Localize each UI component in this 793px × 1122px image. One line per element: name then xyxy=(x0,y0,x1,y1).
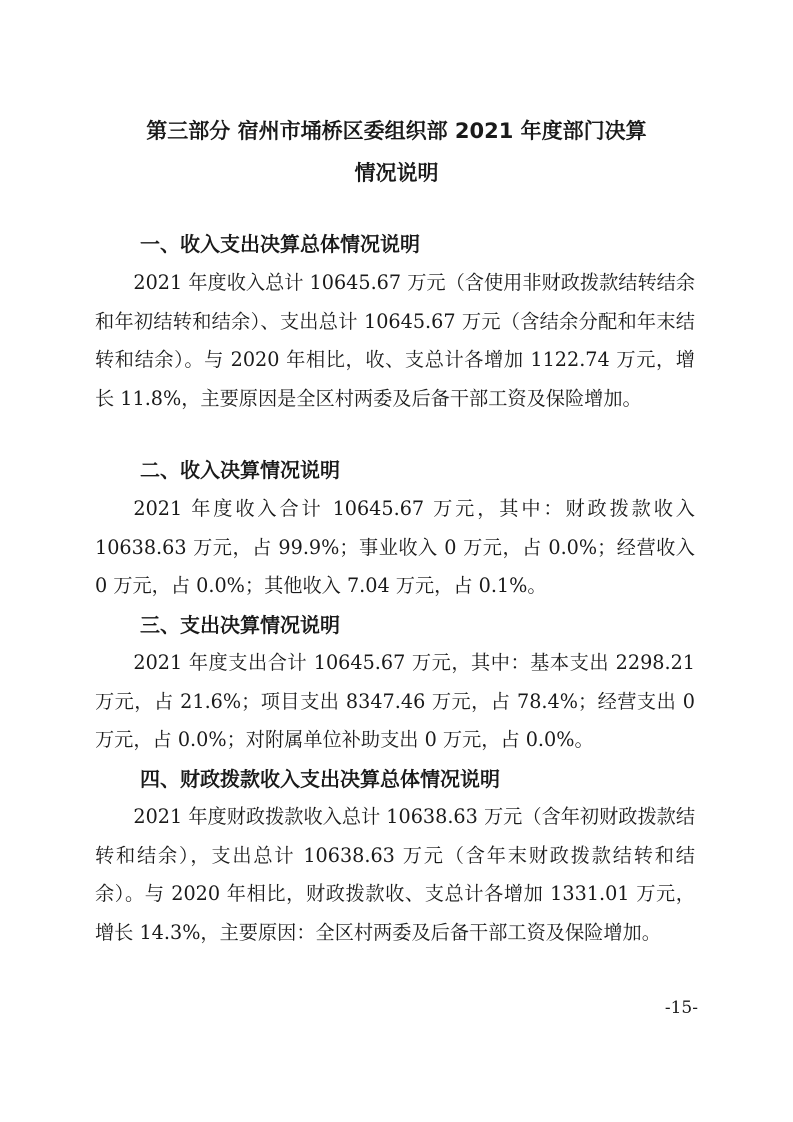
section-heading-income-expenditure-overview: 一、收入支出决算总体情况说明 xyxy=(140,232,420,256)
document-title-line-1: 第三部分 宿州市埇桥区委组织部 2021 年度部门决算 xyxy=(146,119,647,143)
section-body-income-expenditure-overview: 2021 年度收入总计 10645.67 万元（含使用非财政拨款结转结余和年初结转和结余）、支出总计 10645.67 万元（含结余分配和年末结转和结余）。与 2020 年相比，收、支总计各增加 1122.74 万元，增长 11.8%，主要原因是全区村两委及后备干部工资及保险增加。 xyxy=(95,271,696,410)
section-body-income: 2021 年度收入合计 10645.67 万元，其中：财政拨款收入 10638.63 万元，占 99.9%；事业收入 0 万元，占 0.0%；经营收入 0 万元，占 0.0%；其他收入 7.04 万元，占 0.1%。 xyxy=(95,497,695,598)
section-heading-income: 二、收入决算情况说明 xyxy=(140,458,340,482)
section-heading-expenditure: 三、支出决算情况说明 xyxy=(140,613,340,637)
section-body-expenditure: 2021 年度支出合计 10645.67 万元，其中：基本支出 2298.21 万元，占 21.6%；项目支出 8347.46 万元，占 78.4%；经营支出 0 万元，占 0.0%；对附属单位补助支出 0 万元，占 0.0%。 xyxy=(95,651,695,752)
section-body-fiscal-appropriation: 2021 年度财政拨款收入总计 10638.63 万元（含年初财政拨款结转和结余），支出总计 10638.63 万元（含年末财政拨款结转和结余）。与 2020 年相比，财政拨款收、支总计各增加 1331.01 万元，增长 14.3%，主要原因：全区村两委及后备干部工资及保险增加。 xyxy=(95,805,696,944)
document-title-line-2: 情况说明 xyxy=(354,161,439,185)
page-number: -15- xyxy=(664,998,698,1018)
section-heading-fiscal-appropriation: 四、财政拨款收入支出决算总体情况说明 xyxy=(140,767,500,791)
